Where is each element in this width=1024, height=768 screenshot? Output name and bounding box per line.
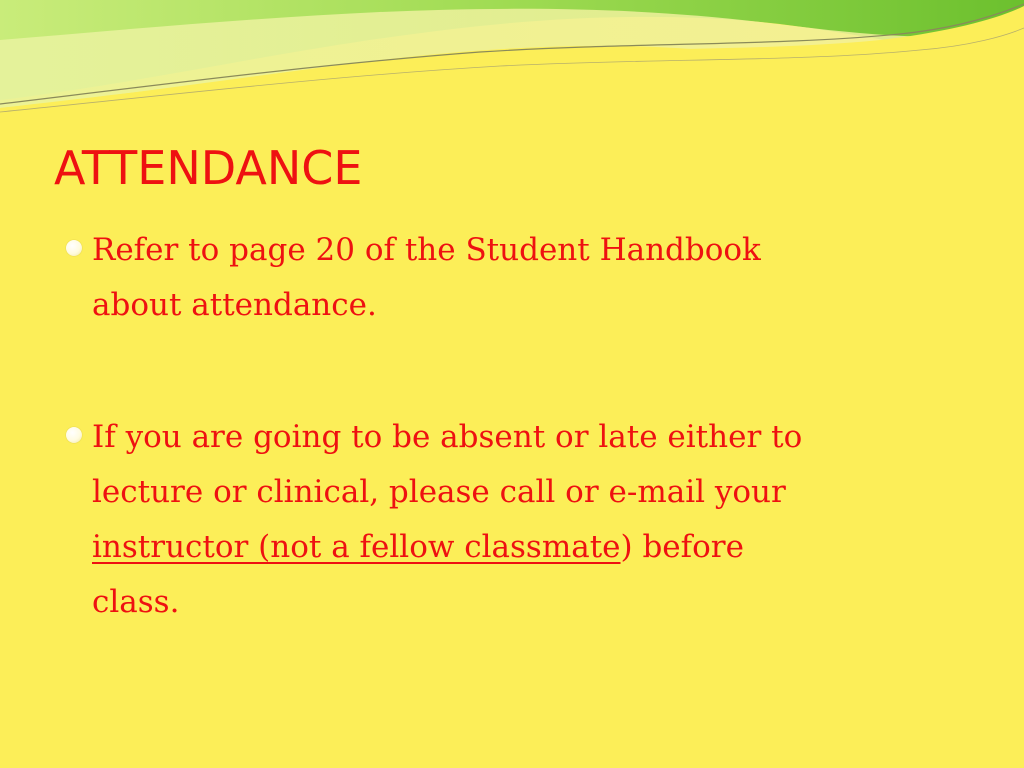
bullet-text-line: If you are going to be absent or late either to (92, 419, 803, 455)
bullet-item (92, 223, 972, 333)
bullet-text-line: class. (92, 584, 180, 620)
underlined-text: instructor (not a fellow classmate (92, 529, 621, 565)
slide-title: ATTENDANCE (54, 141, 363, 195)
bullet-text-line (92, 520, 972, 575)
bullet-text-fragment: ) before (620, 529, 744, 565)
bullet-text-line: about attendance. (92, 287, 377, 323)
header-swoosh-decoration (0, 0, 1024, 130)
bullet-item (92, 410, 972, 630)
bullet-dot-icon (66, 240, 82, 256)
bullet-text-line: lecture or clinical, please call or e-mail your (92, 474, 786, 510)
bullet-text-line: Refer to page 20 of the Student Handbook (92, 232, 761, 268)
bullet-dot-icon (66, 427, 82, 443)
